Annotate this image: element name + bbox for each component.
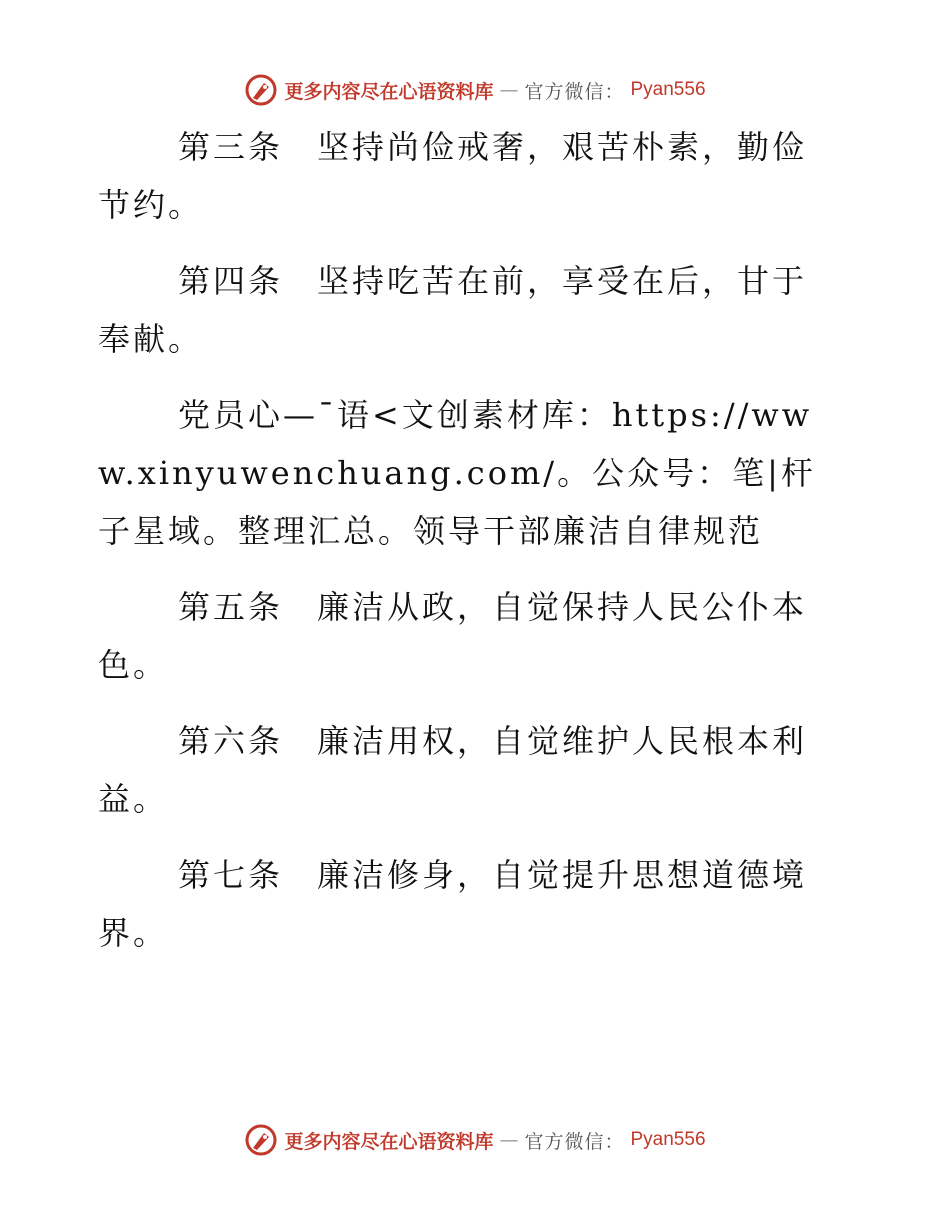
article-body: 廉洁修身，自觉提升思想道德境界。 bbox=[98, 856, 808, 952]
article-body: 廉洁从政，自觉保持人民公仆本色。 bbox=[98, 588, 808, 684]
article-heading: 第三条 bbox=[178, 128, 284, 166]
pen-nib-logo-icon bbox=[244, 1123, 278, 1157]
article-body: 坚持尚俭戒奢，艰苦朴素，勤俭节约。 bbox=[98, 128, 808, 224]
article-heading: 第四条 bbox=[178, 262, 284, 300]
article-heading: 第七条 bbox=[178, 856, 284, 894]
banner-label: 官方微信： bbox=[524, 80, 625, 103]
header-banner bbox=[0, 70, 950, 110]
source-note: 党员心—¯语<文创素材库：https://www.xinyuwenchuang.com/。公众号：笔|杆子星域。整理汇总。领导干部廉洁自律规范 bbox=[98, 396, 816, 550]
banner-label: 官方微信： bbox=[524, 1130, 625, 1153]
banner-brand: 更多内容尽在心语资料库 bbox=[284, 80, 494, 103]
document-body bbox=[98, 118, 838, 980]
banner-brand: 更多内容尽在心语资料库 bbox=[284, 1130, 494, 1153]
article-7 bbox=[98, 846, 838, 962]
article-body: 廉洁用权，自觉维护人民根本利益。 bbox=[98, 722, 808, 818]
article-3 bbox=[98, 118, 838, 234]
article-6 bbox=[98, 712, 838, 828]
banner-separator: — bbox=[499, 1129, 519, 1151]
banner-wechat-id: Pyan556 bbox=[630, 79, 706, 100]
article-4 bbox=[98, 252, 838, 368]
article-heading: 第六条 bbox=[178, 722, 284, 760]
banner-wechat-id: Pyan556 bbox=[630, 1129, 706, 1150]
banner-separator: — bbox=[499, 79, 519, 101]
article-5 bbox=[98, 578, 838, 694]
article-heading: 第五条 bbox=[178, 588, 284, 626]
article-body: 坚持吃苦在前，享受在后，甘于奉献。 bbox=[98, 262, 808, 358]
footer-banner bbox=[0, 1120, 950, 1160]
pen-nib-logo-icon bbox=[244, 73, 278, 107]
